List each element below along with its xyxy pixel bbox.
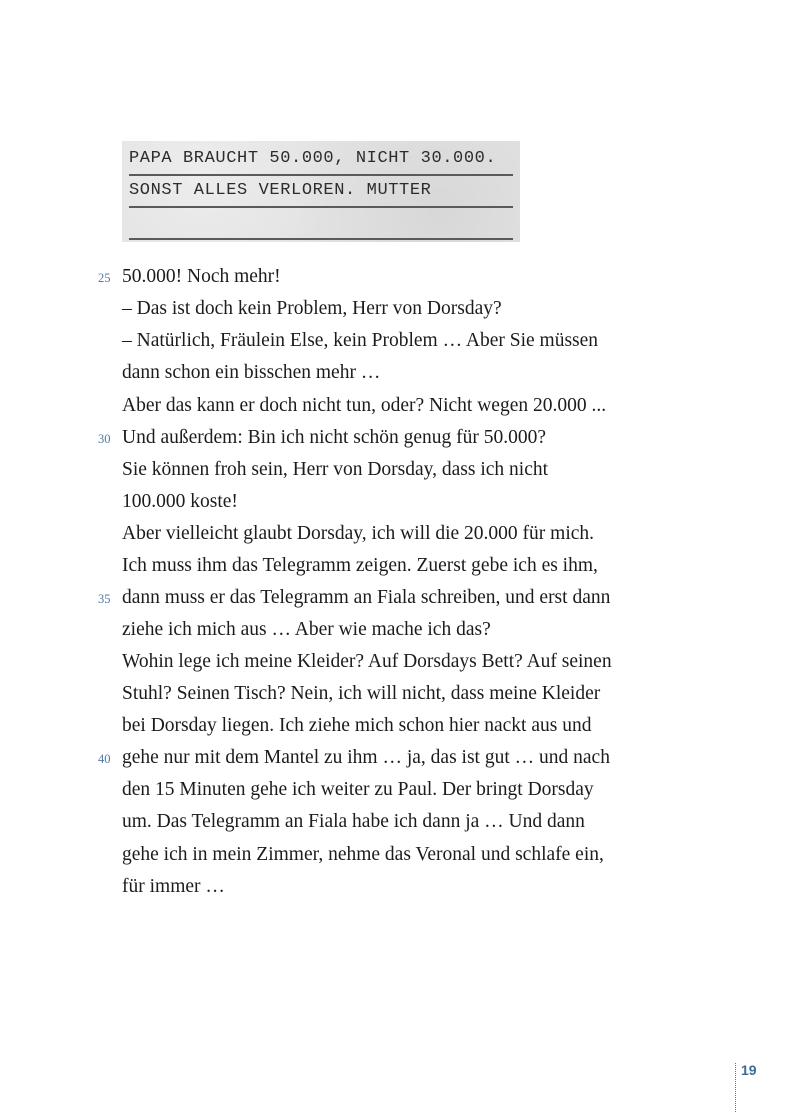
- telegram-line-3: [129, 208, 513, 240]
- page-number: 19: [741, 1062, 757, 1078]
- line-number: 35: [98, 592, 111, 606]
- text-line: Stuhl? Seinen Tisch? Nein, ich will nicht, dass meine Kleider: [122, 683, 601, 704]
- text-line: 50.000! Noch mehr!: [122, 266, 281, 287]
- text-line: Aber das kann er doch nicht tun, oder? Nicht wegen 20.000 ...: [122, 395, 607, 416]
- telegram-line-1: PAPA BRAUCHT 50.000, NICHT 30.000.: [129, 144, 513, 176]
- text-line: 100.000 koste!: [122, 491, 238, 512]
- text-line: dann schon ein bisschen mehr …: [122, 362, 381, 383]
- page-number-rule: [735, 1063, 736, 1112]
- text-line: dann muss er das Telegramm an Fiala schreiben, und erst dann: [122, 587, 611, 608]
- line-number: 25: [98, 271, 111, 285]
- line-number: 30: [98, 432, 111, 446]
- text-line: – Natürlich, Fräulein Else, kein Problem … Aber Sie müssen: [122, 330, 599, 351]
- line-number: 40: [98, 752, 111, 766]
- telegram-image: [122, 141, 520, 242]
- text-line: Wohin lege ich meine Kleider? Auf Dorsdays Bett? Auf seinen: [122, 651, 612, 672]
- text-line: Und außerdem: Bin ich nicht schön genug für 50.000?: [122, 427, 547, 448]
- text-line: ziehe ich mich aus … Aber wie mache ich das?: [122, 619, 491, 640]
- text-line: Sie können froh sein, Herr von Dorsday, dass ich nicht: [122, 459, 549, 480]
- text-line: für immer …: [122, 876, 225, 897]
- text-line: den 15 Minuten gehe ich weiter zu Paul. Der bringt Dorsday: [122, 779, 594, 800]
- text-line: gehe nur mit dem Mantel zu ihm … ja, das ist gut … und nach: [122, 747, 610, 768]
- text-line: bei Dorsday liegen. Ich ziehe mich schon hier nackt aus und: [122, 715, 592, 736]
- text-line: Ich muss ihm das Telegramm zeigen. Zuerst gebe ich es ihm,: [122, 555, 598, 576]
- text-line: – Das ist doch kein Problem, Herr von Dorsday?: [122, 298, 502, 319]
- text-line: Aber vielleicht glaubt Dorsday, ich will die 20.000 für mich.: [122, 523, 595, 544]
- text-line: um. Das Telegramm an Fiala habe ich dann ja … Und dann: [122, 811, 585, 832]
- text-line: gehe ich in mein Zimmer, nehme das Veronal und schlafe ein,: [122, 844, 604, 865]
- telegram-line-2: SONST ALLES VERLOREN. MUTTER: [129, 176, 513, 208]
